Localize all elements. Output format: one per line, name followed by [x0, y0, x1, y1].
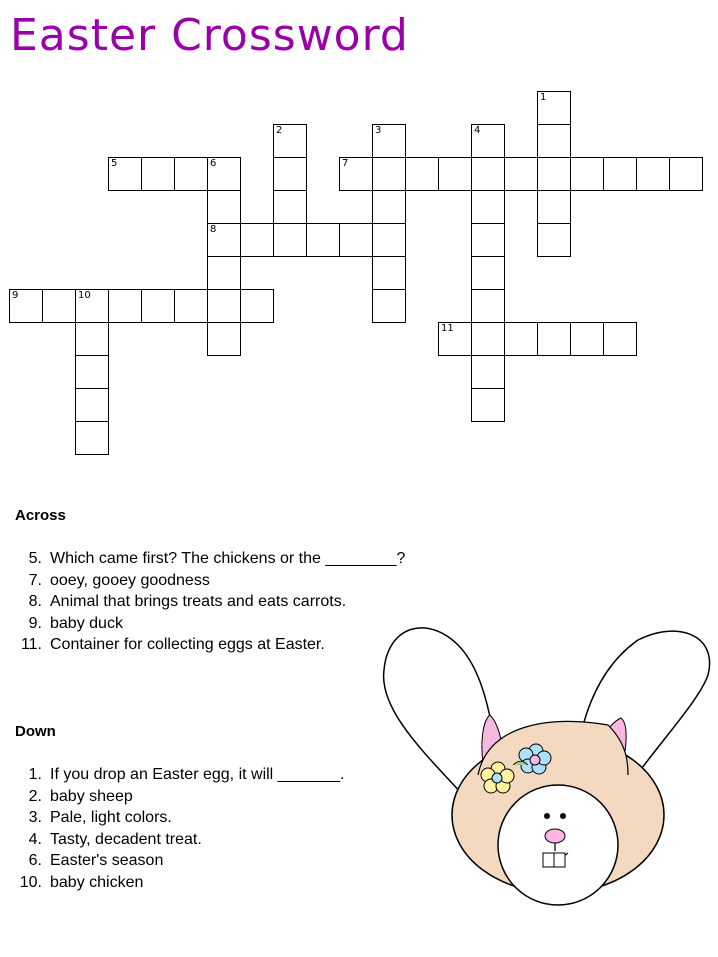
crossword-cell[interactable] [438, 157, 472, 191]
crossword-cell[interactable] [537, 190, 571, 224]
crossword-cell[interactable] [570, 157, 604, 191]
crossword-cell[interactable] [207, 190, 241, 224]
crossword-cell[interactable] [372, 124, 406, 158]
clue-text: ooey, gooey goodness [50, 571, 210, 589]
crossword-cell[interactable] [273, 190, 307, 224]
crossword-cell[interactable] [471, 256, 505, 290]
crossword-cell[interactable] [438, 322, 472, 356]
crossword-cell[interactable] [306, 223, 340, 257]
crossword-cell[interactable] [603, 157, 637, 191]
crossword-cell[interactable] [207, 289, 241, 323]
clue-text: If you drop an Easter egg, it will _______. [50, 766, 345, 783]
clue-text: Tasty, decadent treat. [50, 830, 202, 848]
clue-number: 5. [28, 550, 42, 567]
clue-text: baby duck [50, 614, 123, 632]
crossword-cell[interactable] [75, 355, 109, 389]
crossword-cell[interactable] [471, 355, 505, 389]
crossword-cell[interactable] [405, 157, 439, 191]
clue-text: Easter's season [50, 852, 164, 870]
crossword-cell[interactable] [372, 289, 406, 323]
crossword-cell[interactable] [471, 289, 505, 323]
crossword-cell[interactable] [372, 190, 406, 224]
crossword-cell[interactable] [339, 157, 373, 191]
crossword-cell[interactable] [174, 157, 208, 191]
clue-text: baby chicken [50, 873, 144, 891]
crossword-cell[interactable] [240, 223, 274, 257]
clue-number-label: 7 [342, 158, 349, 169]
clue-number-label: 2 [276, 125, 283, 136]
clue-number-label: 8 [210, 224, 217, 235]
clue-number-label: 1 [540, 92, 547, 103]
crossword-cell[interactable] [471, 388, 505, 422]
crossword-cell[interactable] [636, 157, 670, 191]
crossword-cell[interactable] [372, 256, 406, 290]
clue-number: 6. [28, 852, 42, 870]
crossword-cell[interactable] [570, 322, 604, 356]
clue-number: 11. [20, 636, 42, 654]
crossword-cell[interactable] [75, 322, 109, 356]
crossword-cell[interactable] [537, 223, 571, 257]
crossword-cell[interactable] [471, 223, 505, 257]
clue-number: 7. [28, 571, 42, 589]
clue-number-label: 4 [474, 125, 481, 136]
crossword-cell[interactable] [75, 388, 109, 422]
crossword-cell[interactable] [471, 157, 505, 191]
clue-number-label: 11 [441, 323, 454, 334]
crossword-cell[interactable] [273, 223, 307, 257]
crossword-cell[interactable] [537, 322, 571, 356]
clue-number: 1. [28, 766, 42, 783]
bunny-right-eye [560, 813, 566, 819]
crossword-cell[interactable] [207, 322, 241, 356]
crossword-cell[interactable] [108, 289, 142, 323]
clue-number: 2. [28, 787, 42, 805]
crossword-cell[interactable] [75, 289, 109, 323]
crossword-cell[interactable] [537, 157, 571, 191]
crossword-cell[interactable] [537, 91, 571, 125]
clue-number-label: 6 [210, 158, 217, 169]
crossword-cell[interactable] [504, 157, 538, 191]
crossword-cell[interactable] [471, 322, 505, 356]
crossword-cell[interactable] [339, 223, 373, 257]
crossword-cell[interactable] [141, 157, 175, 191]
crossword-cell[interactable] [537, 124, 571, 158]
crossword-cell[interactable] [504, 322, 538, 356]
clue-number-label: 3 [375, 125, 382, 136]
crossword-cell[interactable] [42, 289, 76, 323]
clue-number-label: 9 [12, 290, 19, 301]
clue-text: Which came first? The chickens or the ________? [50, 550, 406, 567]
bunny-face [498, 785, 618, 905]
crossword-cell[interactable] [75, 421, 109, 455]
across-heading: Across [15, 507, 66, 524]
page-title: Easter Crossword [10, 10, 409, 61]
bunny-illustration [378, 615, 718, 915]
crossword-cell[interactable] [471, 190, 505, 224]
clue-number: 4. [28, 830, 42, 848]
clue-text: Pale, light colors. [50, 809, 172, 827]
bunny-nose [545, 829, 565, 843]
clue-number: 3. [28, 809, 42, 827]
clue-number-label: 10 [78, 290, 91, 301]
crossword-cell[interactable] [108, 157, 142, 191]
crossword-cell[interactable] [240, 289, 274, 323]
crossword-cell[interactable] [174, 289, 208, 323]
clue-number: 9. [28, 614, 42, 632]
crossword-cell[interactable] [372, 223, 406, 257]
clue-text: Animal that brings treats and eats carrots. [50, 593, 347, 611]
clue-number-label: 5 [111, 158, 118, 169]
crossword-cell[interactable] [603, 322, 637, 356]
crossword-cell[interactable] [9, 289, 43, 323]
clue-text: Container for collecting eggs at Easter. [50, 636, 325, 654]
crossword-cell[interactable] [141, 289, 175, 323]
clue-text: baby sheep [50, 787, 133, 805]
clue-number: 10. [19, 873, 42, 891]
crossword-cell[interactable] [207, 256, 241, 290]
crossword-cell[interactable] [372, 157, 406, 191]
crossword-cell[interactable] [273, 124, 307, 158]
crossword-cell[interactable] [273, 157, 307, 191]
clue-number: 8. [28, 593, 42, 611]
crossword-cell[interactable] [207, 223, 241, 257]
crossword-cell[interactable] [471, 124, 505, 158]
bunny-left-eye [544, 813, 550, 819]
crossword-cell[interactable] [207, 157, 241, 191]
crossword-grid [0, 0, 718, 470]
down-heading: Down [15, 723, 56, 740]
crossword-cell[interactable] [669, 157, 703, 191]
